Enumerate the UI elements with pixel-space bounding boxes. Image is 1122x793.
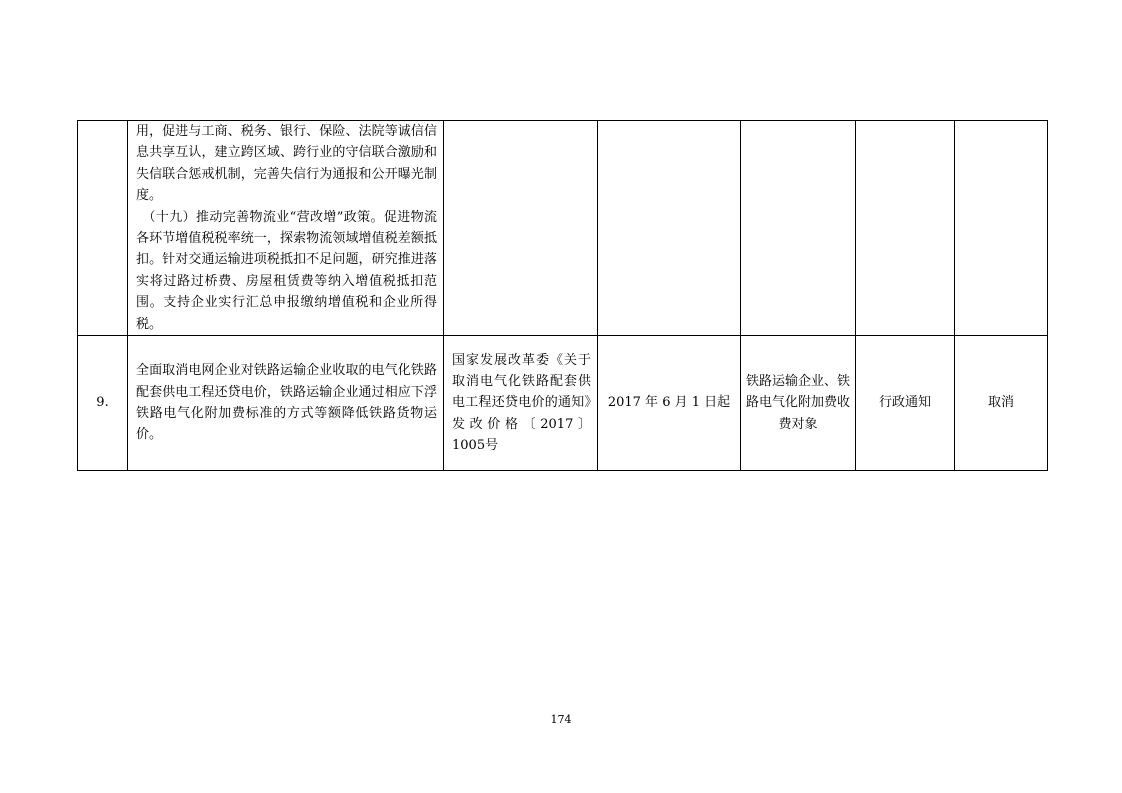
table-row (78, 121, 1048, 336)
measure-cell (955, 121, 1048, 336)
policy-content-cell: 全面取消电网企业对铁路运输企业收取的电气化铁路配套供电工程还贷电价，铁路运输企业通过相应下浮铁路电气化附加费标准的方式等额降低铁路货物运价。 (128, 336, 444, 471)
document-cell: 国家发展改革委《关于取消电气化铁路配套供电工程还贷电价的通知》发改价格〔2017〕1005号 (444, 336, 598, 471)
content-paragraph: 用，促进与工商、税务、银行、保险、法院等诚信信息共享互认，建立跨区域、跨行业的守信联合激励和失信联合惩戒机制，完善失信行为通报和公开曝光制度。 (136, 124, 437, 204)
policy-content-cell (128, 121, 444, 336)
object-cell: 铁路运输企业、铁路电气化附加费收费对象 (741, 336, 856, 471)
policy-table (77, 120, 1048, 471)
row-number-cell: 9. (78, 336, 128, 471)
page-number: 174 (550, 713, 572, 726)
table-row (78, 336, 1048, 471)
measure-cell: 取消 (955, 336, 1048, 471)
row-number-cell (78, 121, 128, 336)
form-cell (856, 121, 955, 336)
date-cell (598, 121, 741, 336)
form-cell: 行政通知 (856, 336, 955, 471)
object-cell (741, 121, 856, 336)
content-paragraph: （十九）推动完善物流业“营改增”政策。促进物流各环节增值税税率统一，探索物流领域增值税差额抵扣。针对交通运输进项税抵扣不足问题，研究推进落实将过路过桥费、房屋租赁费等纳入增值税抵扣范围。支持企业实行汇总申报缴纳增值税和企业所得税。 (136, 209, 437, 332)
document-cell (444, 121, 598, 336)
date-cell: 2017 年 6 月 1 日起 (598, 336, 741, 471)
